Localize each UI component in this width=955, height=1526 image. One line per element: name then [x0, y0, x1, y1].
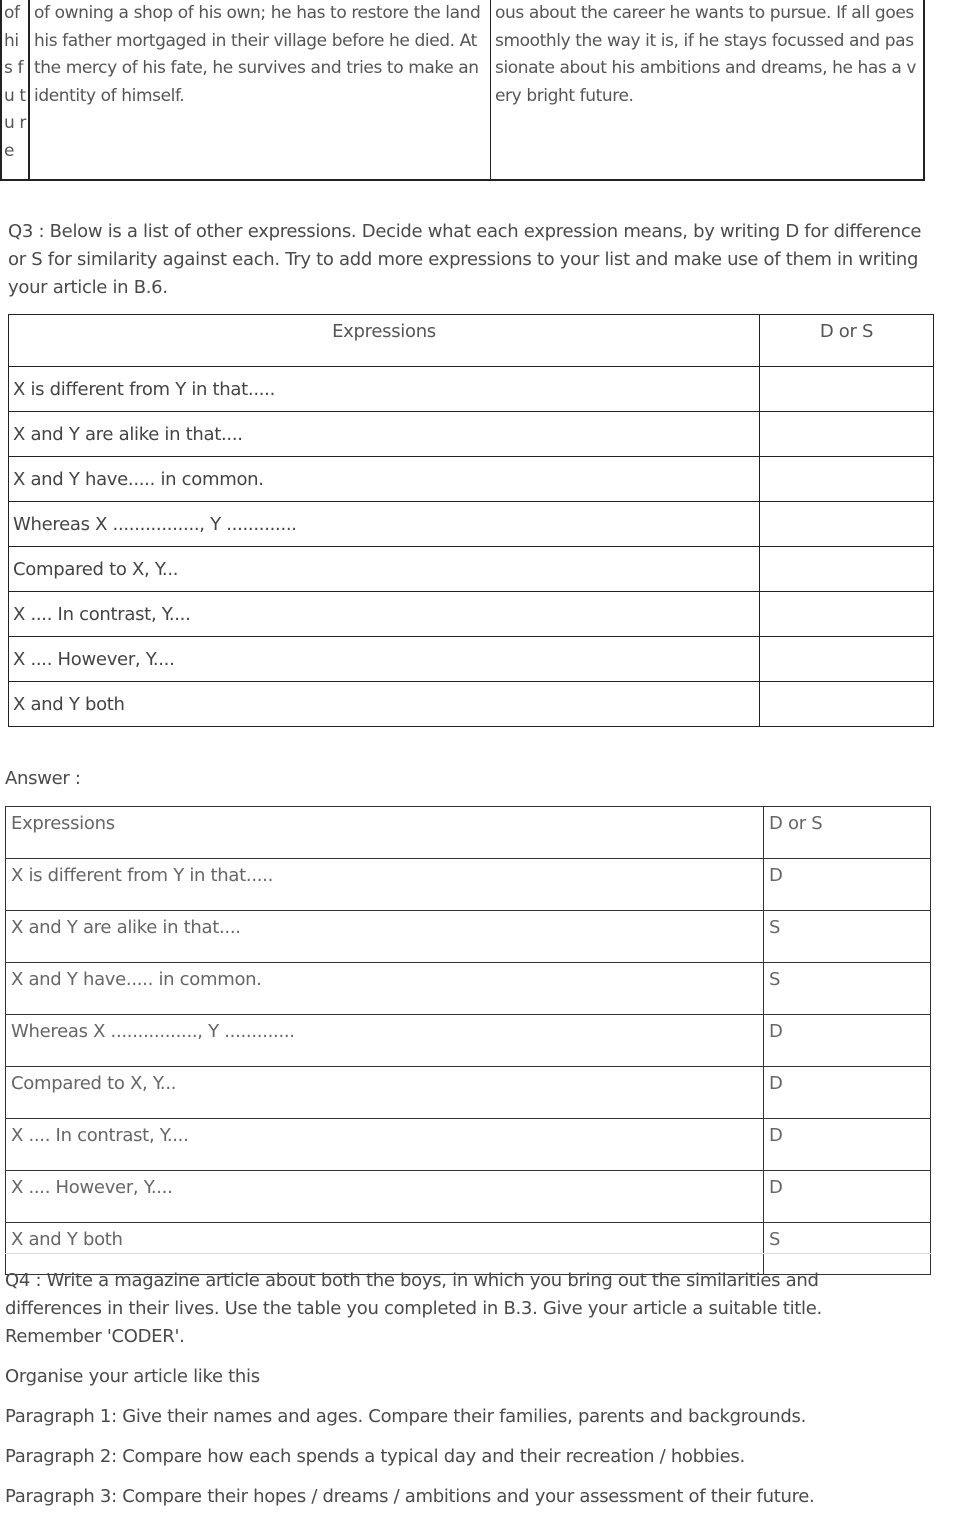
expression-cell: X and Y both: [6, 1223, 764, 1275]
header-expressions: Expressions: [6, 807, 764, 859]
expression-cell: X .... However, Y....: [6, 1171, 764, 1223]
cell-col0: of hi s fu tu re: [2, 0, 30, 179]
table-row: [6, 1067, 931, 1119]
header-d-or-s: D or S: [764, 807, 931, 859]
divider: [5, 1253, 932, 1254]
expression-cell: X and Y are alike in that....: [6, 911, 764, 963]
expression-cell: X is different from Y in that.....: [9, 367, 760, 412]
table-row: [6, 1015, 931, 1067]
expression-cell: X .... In contrast, Y....: [6, 1119, 764, 1171]
table-row: [9, 592, 934, 637]
answer-cell: D: [764, 1015, 931, 1067]
paragraph-1: Paragraph 1: Give their names and ages. Compare their families, parents and backgrounds.: [5, 1406, 806, 1427]
paragraph-2: Paragraph 2: Compare how each spends a typical day and their recreation / hobbies.: [5, 1446, 745, 1467]
table-row: [9, 412, 934, 457]
table-row: [6, 1119, 931, 1171]
table-row: [9, 547, 934, 592]
answer-cell: D: [764, 1067, 931, 1119]
organise-text: Organise your article like this: [5, 1366, 260, 1387]
expression-cell: X and Y have..... in common.: [6, 963, 764, 1015]
table-row: [9, 457, 934, 502]
expression-cell: Compared to X, Y...: [9, 547, 760, 592]
story-comparison-table: [0, 0, 925, 181]
expression-cell: Whereas X ................, Y .............: [6, 1015, 764, 1067]
answer-cell: S: [764, 1223, 931, 1275]
answer-cell: D: [764, 1119, 931, 1171]
answer-label: Answer :: [5, 768, 81, 789]
answer-cell: D: [764, 859, 931, 911]
header-d-or-s: D or S: [760, 315, 934, 367]
expression-cell: Whereas X ................, Y .............: [9, 502, 760, 547]
paragraph-3: Paragraph 3: Compare their hopes / dreams / ambitions and your assessment of their future.: [5, 1486, 815, 1507]
table-row: [9, 682, 934, 727]
expression-cell: X is different from Y in that.....: [6, 859, 764, 911]
answer-cell[interactable]: [760, 502, 934, 547]
expression-cell: X and Y both: [9, 682, 760, 727]
answer-cell[interactable]: [760, 682, 934, 727]
table-row: [6, 1171, 931, 1223]
answer-cell[interactable]: [760, 412, 934, 457]
answer-cell[interactable]: [760, 457, 934, 502]
expression-cell: X .... However, Y....: [9, 637, 760, 682]
answer-table: [5, 806, 931, 1275]
expression-cell: X .... In contrast, Y....: [9, 592, 760, 637]
header-expressions: Expressions: [9, 315, 760, 367]
expression-cell: Compared to X, Y...: [6, 1067, 764, 1119]
table-row: [6, 859, 931, 911]
table-row: [9, 367, 934, 412]
answer-cell: S: [764, 911, 931, 963]
table-row: [6, 911, 931, 963]
question-table: [8, 314, 934, 727]
answer-cell[interactable]: [760, 637, 934, 682]
cell-col1: of owning a shop of his own; he has to restore the land his father mortgaged in their village before he died. At the mercy of his fate, he survives and tries to make an identity of himself.: [30, 0, 491, 179]
expression-cell: X and Y are alike in that....: [9, 412, 760, 457]
table-row: [9, 637, 934, 682]
table-row: [9, 502, 934, 547]
answer-cell: S: [764, 963, 931, 1015]
answer-cell[interactable]: [760, 547, 934, 592]
expression-cell: X and Y have..... in common.: [9, 457, 760, 502]
answer-cell[interactable]: [760, 367, 934, 412]
answer-cell: D: [764, 1171, 931, 1223]
cell-col2: ous about the career he wants to pursue. If all goes smoothly the way it is, if he stays focussed and passionate about his ambitions and dreams, he has a very bright future.: [495, 3, 917, 106]
q4-text: Q4 : Write a magazine article about both the boys, in which you bring out the similarities and differences in their lives. Use the table you completed in B.3. Give your article a suitable title. Remember 'CODER'.: [5, 1270, 822, 1347]
table-row: [6, 963, 931, 1015]
answer-cell[interactable]: [760, 592, 934, 637]
q3-text: Q3 : Below is a list of other expressions. Decide what each expression means, by writing D for difference or S for similarity against each. Try to add more expressions to your list and make use of them in writing your article in B.6.: [8, 221, 922, 298]
